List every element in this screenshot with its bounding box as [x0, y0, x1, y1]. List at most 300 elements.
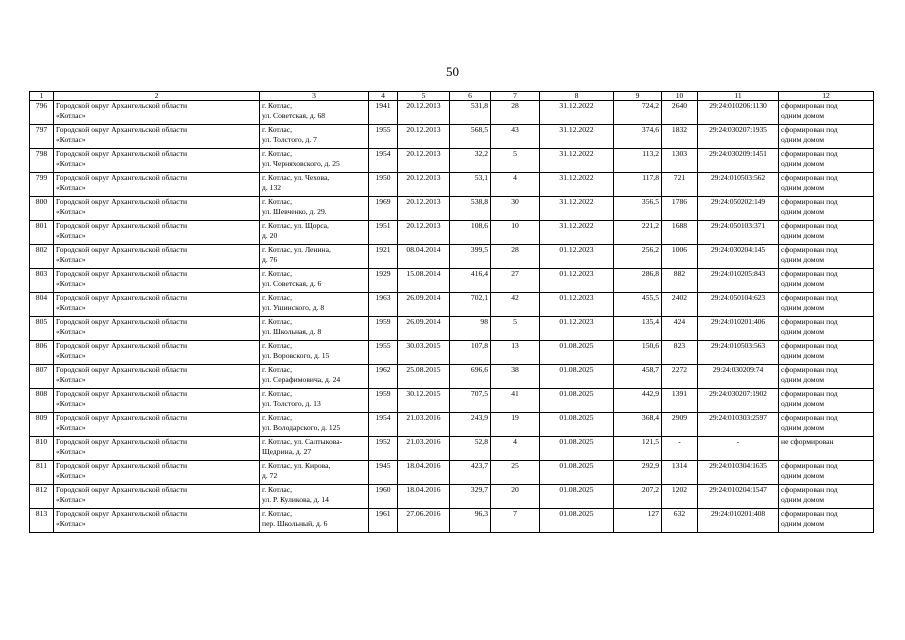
year-cell: 1950: [369, 173, 398, 197]
address-cell: [260, 365, 369, 389]
municipality-cell-line: Городской округ Архангельской области: [56, 413, 188, 422]
municipality-cell-line: Городской округ Архангельской области: [56, 269, 188, 278]
date-cell: 27.06.2016: [398, 509, 450, 533]
cadastral-number-cell: -: [698, 437, 779, 461]
status-cell-line: сформирован под: [781, 245, 838, 254]
status-cell: [779, 197, 874, 221]
table-row: [30, 221, 874, 245]
count-cell: 28: [491, 245, 540, 269]
year-cell: 1955: [369, 125, 398, 149]
count-cell: 28: [491, 101, 540, 125]
deadline-cell: 01.08.2025: [540, 509, 614, 533]
table-row: [30, 389, 874, 413]
date-cell: 20.12.2013: [398, 125, 450, 149]
cadastral-number-cell: 29:24:010503:562: [698, 173, 779, 197]
status-cell-line: одним домом: [781, 422, 825, 432]
status-cell: [779, 389, 874, 413]
date-cell: 18.04.2016: [398, 461, 450, 485]
address-cell: [260, 293, 369, 317]
year-cell: 1954: [369, 149, 398, 173]
value-cell: 724,2: [614, 101, 662, 125]
municipality-cell-line: «Котлас»: [56, 446, 86, 456]
cadastral-number-cell: 29:24:030209:1451: [698, 149, 779, 173]
table-row: [30, 293, 874, 317]
municipality-cell-line: Городской округ Архангельской области: [56, 389, 188, 398]
table-row: [30, 173, 874, 197]
status-cell-line: одним домом: [781, 374, 825, 384]
status-cell: [779, 485, 874, 509]
municipality-cell-line: «Котлас»: [56, 422, 86, 432]
row-number-cell: 798: [30, 149, 54, 173]
count-cell: 19: [491, 413, 540, 437]
row-number-cell: 802: [30, 245, 54, 269]
year-cell: 1954: [369, 413, 398, 437]
status-cell-line: одним домом: [781, 398, 825, 408]
area-cell: 399,5: [450, 245, 491, 269]
row-number-cell: 801: [30, 221, 54, 245]
column-header: 9: [614, 92, 662, 101]
address-cell-line: г. Котлас, ул. Ленина,: [262, 245, 331, 254]
count-cell: 27: [491, 269, 540, 293]
status-cell: [779, 221, 874, 245]
value-cell: 113,2: [614, 149, 662, 173]
address-cell: [260, 509, 369, 533]
status-cell: [779, 245, 874, 269]
row-number-cell: 811: [30, 461, 54, 485]
address-cell-line: г. Котлас,: [262, 293, 292, 302]
date-cell: 20.12.2013: [398, 197, 450, 221]
status-cell-line: одним домом: [781, 350, 825, 360]
address-cell: [260, 461, 369, 485]
row-number-cell: 804: [30, 293, 54, 317]
table-row: [30, 245, 874, 269]
status-cell: [779, 101, 874, 125]
municipality-cell: [54, 413, 260, 437]
cadastral-number-cell: 29:24:010205:843: [698, 269, 779, 293]
count-cell: 13: [491, 341, 540, 365]
cadastral-number-cell: 29:24:010303:2597: [698, 413, 779, 437]
address-cell-line: г. Котлас,: [262, 197, 292, 206]
cadastral-number-cell: 29:24:010503:563: [698, 341, 779, 365]
municipality-cell-line: «Котлас»: [56, 182, 86, 192]
count-cell: 41: [491, 389, 540, 413]
code-cell: 1303: [662, 149, 698, 173]
status-cell-line: одним домом: [781, 158, 825, 168]
status-cell-line: сформирован под: [781, 485, 838, 494]
municipality-cell-line: «Котлас»: [56, 278, 86, 288]
municipality-cell-line: Городской округ Архангельской области: [56, 509, 188, 518]
municipality-cell: [54, 245, 260, 269]
status-cell-line: сформирован под: [781, 149, 838, 158]
municipality-cell-line: «Котлас»: [56, 134, 86, 144]
count-cell: 7: [491, 509, 540, 533]
cadastral-number-cell: 29:24:030209:74: [698, 365, 779, 389]
address-cell: [260, 485, 369, 509]
municipality-cell-line: «Котлас»: [56, 494, 86, 504]
status-cell: [779, 317, 874, 341]
status-cell-line: сформирован под: [781, 389, 838, 398]
date-cell: 15.08.2014: [398, 269, 450, 293]
municipality-cell-line: «Котлас»: [56, 158, 86, 168]
address-cell-line: г. Котлас,: [262, 509, 292, 518]
deadline-cell: 01.08.2025: [540, 437, 614, 461]
year-cell: 1969: [369, 197, 398, 221]
value-cell: 207,2: [614, 485, 662, 509]
address-cell-line: ул. Шевченко, д. 29.: [262, 206, 327, 216]
code-cell: 2272: [662, 365, 698, 389]
row-number-cell: 812: [30, 485, 54, 509]
status-cell-line: одним домом: [781, 302, 825, 312]
municipality-cell-line: «Котлас»: [56, 110, 86, 120]
status-cell-line: одним домом: [781, 206, 825, 216]
year-cell: 1952: [369, 437, 398, 461]
deadline-cell: 01.12.2023: [540, 293, 614, 317]
municipality-cell-line: «Котлас»: [56, 518, 86, 528]
column-header: 3: [260, 92, 369, 101]
municipality-cell: [54, 341, 260, 365]
value-cell: 458,7: [614, 365, 662, 389]
date-cell: 18.04.2016: [398, 485, 450, 509]
municipality-cell-line: Городской округ Архангельской области: [56, 173, 188, 182]
municipality-cell-line: Городской округ Архангельской области: [56, 461, 188, 470]
date-cell: 30.03.2015: [398, 341, 450, 365]
count-cell: 42: [491, 293, 540, 317]
column-header: 1: [30, 92, 54, 101]
deadline-cell: 01.12.2023: [540, 317, 614, 341]
date-cell: 25.08.2015: [398, 365, 450, 389]
address-cell: [260, 197, 369, 221]
deadline-cell: 01.08.2025: [540, 461, 614, 485]
date-cell: 21.03.2016: [398, 413, 450, 437]
column-header: 2: [54, 92, 260, 101]
date-cell: 26.09.2014: [398, 293, 450, 317]
status-cell-line: не сформирован: [781, 437, 834, 446]
deadline-cell: 31.12.2022: [540, 173, 614, 197]
address-cell-line: ул. Толстого, д. 13: [262, 398, 321, 408]
address-cell: [260, 101, 369, 125]
row-number-cell: 799: [30, 173, 54, 197]
municipality-cell-line: Городской округ Архангельской области: [56, 197, 188, 206]
year-cell: 1962: [369, 365, 398, 389]
municipality-cell: [54, 269, 260, 293]
municipality-cell: [54, 293, 260, 317]
cadastral-number-cell: 29:24:030207:1935: [698, 125, 779, 149]
municipality-cell-line: «Котлас»: [56, 230, 86, 240]
code-cell: 1202: [662, 485, 698, 509]
cadastral-number-cell: 29:24:030207:1902: [698, 389, 779, 413]
year-cell: 1963: [369, 293, 398, 317]
status-cell-line: одним домом: [781, 134, 825, 144]
year-cell: 1960: [369, 485, 398, 509]
table-row: [30, 437, 874, 461]
status-cell-line: одним домом: [781, 494, 825, 504]
table-row: [30, 197, 874, 221]
date-cell: 26.09.2014: [398, 317, 450, 341]
code-cell: 823: [662, 341, 698, 365]
municipality-cell-line: Городской округ Архангельской области: [56, 341, 188, 350]
date-cell: 20.12.2013: [398, 149, 450, 173]
year-cell: 1955: [369, 341, 398, 365]
area-cell: 696,6: [450, 365, 491, 389]
address-cell-line: ул. Воровского, д. 15: [262, 350, 330, 360]
status-cell-line: одним домом: [781, 518, 825, 528]
municipality-cell-line: Городской округ Архангельской области: [56, 125, 188, 134]
cadastral-number-cell: 29:24:010204:1547: [698, 485, 779, 509]
column-header: 5: [398, 92, 450, 101]
municipality-cell: [54, 365, 260, 389]
address-cell: [260, 389, 369, 413]
status-cell-line: сформирован под: [781, 293, 838, 302]
cadastral-number-cell: 29:24:010201:406: [698, 317, 779, 341]
year-cell: 1921: [369, 245, 398, 269]
address-cell-line: ул. Советская, д. 68: [262, 110, 326, 120]
value-cell: 127: [614, 509, 662, 533]
address-cell-line: д. 76: [262, 254, 278, 264]
cadastral-number-cell: 29:24:050104:623: [698, 293, 779, 317]
municipality-cell-line: «Котлас»: [56, 374, 86, 384]
area-cell: 531,8: [450, 101, 491, 125]
status-cell: [779, 437, 874, 461]
value-cell: 117,8: [614, 173, 662, 197]
deadline-cell: 31.12.2022: [540, 197, 614, 221]
row-number-cell: 803: [30, 269, 54, 293]
count-cell: 30: [491, 197, 540, 221]
municipality-cell-line: «Котлас»: [56, 254, 86, 264]
date-cell: 20.12.2013: [398, 221, 450, 245]
status-cell-line: сформирован под: [781, 461, 838, 470]
municipality-cell-line: «Котлас»: [56, 302, 86, 312]
table-row: [30, 269, 874, 293]
code-cell: 2402: [662, 293, 698, 317]
area-cell: 52,8: [450, 437, 491, 461]
value-cell: 455,5: [614, 293, 662, 317]
code-cell: 1006: [662, 245, 698, 269]
year-cell: 1951: [369, 221, 398, 245]
address-cell: [260, 437, 369, 461]
address-cell-line: ул. Толстого, д. 7: [262, 134, 317, 144]
value-cell: 286,8: [614, 269, 662, 293]
area-cell: 568,5: [450, 125, 491, 149]
deadline-cell: 01.12.2023: [540, 245, 614, 269]
code-cell: 1832: [662, 125, 698, 149]
value-cell: 135,4: [614, 317, 662, 341]
column-header: 8: [540, 92, 614, 101]
deadline-cell: 01.08.2025: [540, 389, 614, 413]
address-cell-line: г. Котлас,: [262, 389, 292, 398]
code-cell: -: [662, 437, 698, 461]
status-cell-line: одним домом: [781, 278, 825, 288]
address-cell-line: ул. Школьная, д. 8: [262, 326, 322, 336]
year-cell: 1945: [369, 461, 398, 485]
address-cell-line: ул. Черняховского, д. 25: [262, 158, 340, 168]
address-cell-line: пер. Школьный, д. 6: [262, 518, 328, 528]
municipality-cell-line: Городской округ Архангельской области: [56, 293, 188, 302]
value-cell: 442,9: [614, 389, 662, 413]
address-cell: [260, 269, 369, 293]
date-cell: 08.04.2014: [398, 245, 450, 269]
address-cell: [260, 173, 369, 197]
status-cell-line: сформирован под: [781, 269, 838, 278]
count-cell: 38: [491, 365, 540, 389]
municipality-cell-line: Городской округ Архангельской области: [56, 245, 188, 254]
address-cell-line: г. Котлас,: [262, 125, 292, 134]
area-cell: 108,6: [450, 221, 491, 245]
value-cell: 292,9: [614, 461, 662, 485]
status-cell: [779, 365, 874, 389]
row-number-cell: 796: [30, 101, 54, 125]
date-cell: 20.12.2013: [398, 101, 450, 125]
table-row: [30, 413, 874, 437]
table-row: [30, 485, 874, 509]
address-cell-line: г. Котлас, ул. Салтыкова-: [262, 437, 343, 446]
area-cell: 243,9: [450, 413, 491, 437]
code-cell: 424: [662, 317, 698, 341]
municipality-cell: [54, 101, 260, 125]
address-cell-line: г. Котлас, ул. Щорса,: [262, 221, 329, 230]
count-cell: 4: [491, 173, 540, 197]
address-cell: [260, 149, 369, 173]
address-cell-line: ул. Серафимовича, д. 24: [262, 374, 341, 384]
value-cell: 256,2: [614, 245, 662, 269]
municipality-cell: [54, 125, 260, 149]
cadastral-number-cell: 29:24:010206:1130: [698, 101, 779, 125]
code-cell: 2909: [662, 413, 698, 437]
count-cell: 20: [491, 485, 540, 509]
address-cell-line: г. Котлас, ул. Чехова,: [262, 173, 330, 182]
address-cell-line: г. Котлас,: [262, 101, 292, 110]
row-number-cell: 800: [30, 197, 54, 221]
column-header: 7: [491, 92, 540, 101]
count-cell: 10: [491, 221, 540, 245]
address-cell-line: ул. Ушинского, д. 8: [262, 302, 325, 312]
address-cell-line: д. 72: [262, 470, 278, 480]
municipality-cell: [54, 389, 260, 413]
address-cell: [260, 413, 369, 437]
column-header: 11: [698, 92, 779, 101]
row-number-cell: 806: [30, 341, 54, 365]
row-number-cell: 797: [30, 125, 54, 149]
municipality-cell: [54, 149, 260, 173]
address-cell-line: г. Котлас,: [262, 413, 292, 422]
municipality-cell: [54, 461, 260, 485]
year-cell: 1959: [369, 317, 398, 341]
municipality-cell: [54, 485, 260, 509]
status-cell-line: сформирован под: [781, 101, 838, 110]
municipality-cell: [54, 173, 260, 197]
status-cell-line: сформирован под: [781, 365, 838, 374]
code-cell: 721: [662, 173, 698, 197]
address-cell-line: ул. Советская, д. 6: [262, 278, 322, 288]
address-cell: [260, 317, 369, 341]
status-cell: [779, 293, 874, 317]
deadline-cell: 31.12.2022: [540, 221, 614, 245]
area-cell: 707,5: [450, 389, 491, 413]
municipality-cell-line: «Котлас»: [56, 398, 86, 408]
status-cell-line: сформирован под: [781, 173, 838, 182]
value-cell: 374,6: [614, 125, 662, 149]
row-number-cell: 809: [30, 413, 54, 437]
area-cell: 538,8: [450, 197, 491, 221]
status-cell-line: сформирован под: [781, 413, 838, 422]
code-cell: 1786: [662, 197, 698, 221]
row-number-cell: 807: [30, 365, 54, 389]
status-cell: [779, 461, 874, 485]
deadline-cell: 01.08.2025: [540, 485, 614, 509]
date-cell: 30.12.2015: [398, 389, 450, 413]
table-row: [30, 341, 874, 365]
address-cell-line: д. 132: [262, 182, 282, 192]
address-cell: [260, 221, 369, 245]
year-cell: 1941: [369, 101, 398, 125]
municipality-cell: [54, 317, 260, 341]
municipality-cell-line: «Котлас»: [56, 470, 86, 480]
municipality-cell-line: Городской округ Архангельской области: [56, 101, 188, 110]
table-header-row: [30, 92, 874, 101]
status-cell-line: сформирован под: [781, 221, 838, 230]
code-cell: 1391: [662, 389, 698, 413]
address-cell-line: г. Котлас,: [262, 341, 292, 350]
value-cell: 356,5: [614, 197, 662, 221]
address-cell-line: г. Котлас,: [262, 485, 292, 494]
status-cell: [779, 341, 874, 365]
code-cell: 2640: [662, 101, 698, 125]
address-cell-line: г. Котлас,: [262, 269, 292, 278]
code-cell: 1314: [662, 461, 698, 485]
column-header: 4: [369, 92, 398, 101]
address-cell: [260, 341, 369, 365]
municipality-cell: [54, 197, 260, 221]
status-cell-line: одним домом: [781, 110, 825, 120]
table-row: [30, 101, 874, 125]
municipality-cell-line: Городской округ Архангельской области: [56, 317, 188, 326]
status-cell-line: одним домом: [781, 230, 825, 240]
deadline-cell: 31.12.2022: [540, 149, 614, 173]
municipality-cell-line: Городской округ Архангельской области: [56, 437, 188, 446]
address-cell: [260, 125, 369, 149]
deadline-cell: 01.08.2025: [540, 365, 614, 389]
municipality-cell-line: «Котлас»: [56, 350, 86, 360]
municipality-cell: [54, 221, 260, 245]
address-cell-line: ул. Володарского, д. 125: [262, 422, 341, 432]
status-cell-line: сформирован под: [781, 125, 838, 134]
area-cell: 702,1: [450, 293, 491, 317]
municipality-cell-line: Городской округ Архангельской области: [56, 365, 188, 374]
row-number-cell: 805: [30, 317, 54, 341]
area-cell: 98: [450, 317, 491, 341]
deadline-cell: 31.12.2022: [540, 125, 614, 149]
cadastral-number-cell: 29:24:030204:145: [698, 245, 779, 269]
deadline-cell: 01.08.2025: [540, 341, 614, 365]
year-cell: 1961: [369, 509, 398, 533]
code-cell: 632: [662, 509, 698, 533]
status-cell: [779, 149, 874, 173]
status-cell-line: сформирован под: [781, 317, 838, 326]
status-cell: [779, 269, 874, 293]
status-cell-line: одним домом: [781, 326, 825, 336]
deadline-cell: 31.12.2022: [540, 101, 614, 125]
deadline-cell: 01.12.2023: [540, 269, 614, 293]
count-cell: 43: [491, 125, 540, 149]
table-row: [30, 125, 874, 149]
column-header: 6: [450, 92, 491, 101]
table-row: [30, 317, 874, 341]
municipality-cell-line: Городской округ Архангельской области: [56, 221, 188, 230]
page-number: 50: [446, 64, 459, 79]
status-cell-line: одним домом: [781, 470, 825, 480]
status-cell: [779, 173, 874, 197]
registry-table: [29, 91, 874, 533]
address-cell: [260, 245, 369, 269]
